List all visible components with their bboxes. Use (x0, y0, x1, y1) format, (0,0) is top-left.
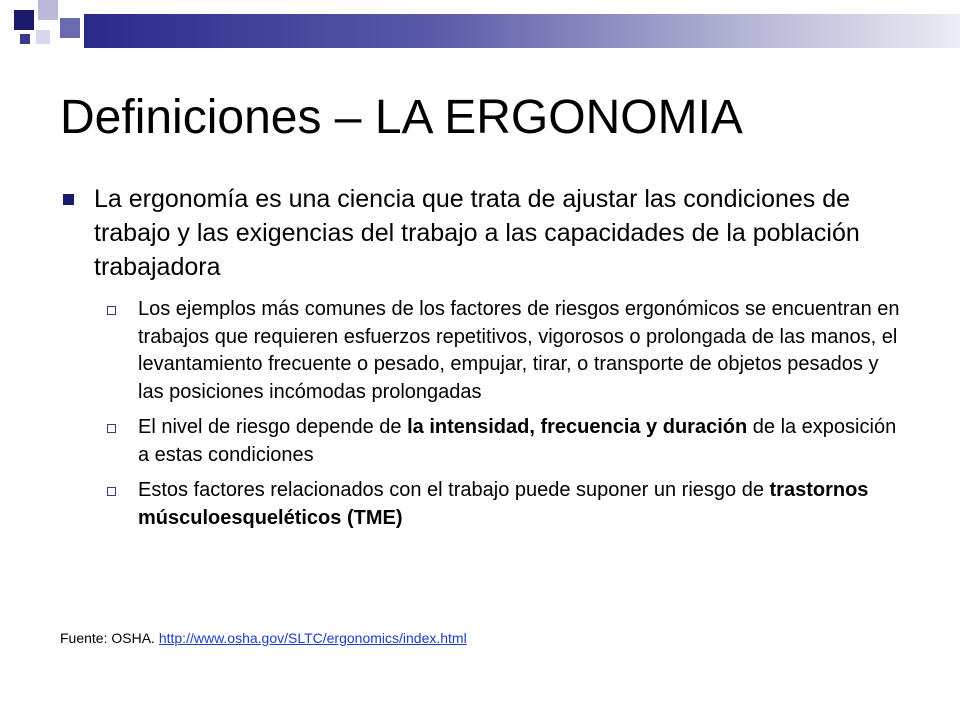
sub-bullet-text-2-bold: la intensidad, frecuencia y duración (407, 416, 748, 438)
main-bullet-text: La ergonomía es una ciencia que trata de ajustar las condiciones de trabajo y las exigencias del trabajo a las capacidades de la población trabajadora (94, 185, 860, 281)
source-label: Fuente: OSHA. (60, 630, 159, 646)
hollow-square-bullet-icon (107, 424, 116, 433)
hollow-square-bullet-icon (107, 487, 116, 496)
source-citation (60, 629, 467, 647)
sub-bullet-item-3 (60, 477, 900, 532)
sub-bullet-text-3-bold: trastornos músculoesqueléticos (TME) (138, 479, 869, 529)
slide-content (60, 182, 900, 540)
sub-bullet-text-2-after: de la exposición a estas condiciones (138, 416, 897, 466)
sub-bullet-item-1 (60, 296, 900, 406)
sub-bullet-item-2 (60, 414, 900, 469)
main-bullet-item (60, 182, 900, 284)
deco-square-mid (60, 18, 80, 38)
deco-square-small-dark (20, 34, 30, 44)
sub-bullet-text-2-before: El nivel de riesgo depende de (138, 416, 408, 438)
sub-bullet-text-1: Los ejemplos más comunes de los factores de riesgos ergonómicos se encuentran en trabajos que requieren esfuerzos repetitivos, vigorosos o prolongada de las manos, el levantamiento frecuente o pesado, empujar, tirar, o transporte de objetos pesados y las posiciones incómodas prolongadas (138, 298, 900, 403)
source-link[interactable]: http://www.osha.gov/SLTC/ergonomics/index.html (158, 630, 467, 646)
square-bullet-icon (63, 194, 74, 205)
slide-title: Definiciones – LA ERGONOMIA (60, 91, 743, 144)
header-gradient-bar (84, 14, 960, 48)
sub-bullet-text-3-before: Estos factores relacionados con el trabajo puede suponer un riesgo de (138, 479, 770, 501)
deco-square-dark (14, 10, 34, 30)
deco-square-pale (36, 30, 50, 44)
deco-square-light (38, 0, 58, 20)
hollow-square-bullet-icon (107, 306, 116, 315)
